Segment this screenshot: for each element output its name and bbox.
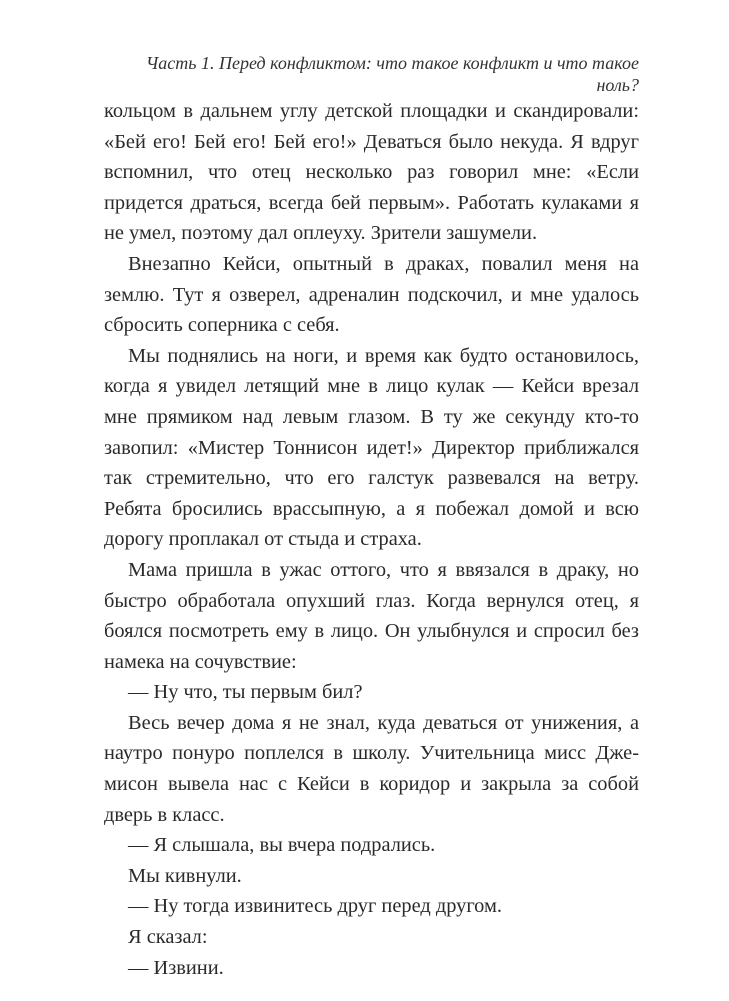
dialogue-line: — Я слышала, вы вчера подрались. bbox=[128, 834, 436, 857]
dialogue-line: — Ну что, ты первым бил? bbox=[128, 681, 363, 704]
paragraph: Весь вечер дома я не знал, куда деваться от унижения, а наутро понуро поплелся в школу. Учительница мисс Джемисон вывела нас с Кейси в коридор и закрыла за собой дверь в класс. bbox=[104, 711, 639, 826]
dialogue-line: — Извини. bbox=[128, 956, 224, 979]
running-header: Часть 1. Перед конфликтом: что такое конфликт и что такое ноль? bbox=[145, 53, 639, 95]
paragraph: Мы кивнули. bbox=[128, 864, 242, 887]
paragraph: Мама пришла в ужас оттого, что я ввязался в драку, но быстро обработала опухший глаз. Когда вернулся отец, я боялся посмотреть ему в лицо. Он улыбнулся и спросил без намека на сочувствие: bbox=[104, 558, 639, 673]
paragraph: Внезапно Кейси, опытный в драках, повалил меня на землю. Тут я озверел, адреналин подскочил, и мне удалось сбросить соперника с себя. bbox=[104, 252, 639, 337]
dialogue-line: — Ну тогда извинитесь друг перед другом. bbox=[128, 895, 502, 918]
paragraph: Я сказал: bbox=[128, 926, 208, 949]
page-body bbox=[104, 96, 639, 983]
paragraph: Мы поднялись на ноги, и время как будто остановилось, когда я увидел летящий мне в лицо кулак — Кейси врезал мне прямиком над левым глазом. В ту же секунду кто-то завопил: «Мистер Тоннисон идет!» Директор приближался так стремительно, что его галстук развевался на ветру. Ребята бросились врассыпную, а я побежал домой и всю дорогу проплакал от стыда и страха. bbox=[104, 344, 639, 551]
paragraph: кольцом в дальнем углу детской площадки и скандировали: «Бей его! Бей его! Бей его!» Деваться было некуда. Я вдруг вспомнил, что отец несколько раз говорил мне: «Если придется драться, всегда бей первым». Работать кулаками я не умел, поэтому дал оплеуху. Зрители зашумели. bbox=[104, 100, 639, 245]
